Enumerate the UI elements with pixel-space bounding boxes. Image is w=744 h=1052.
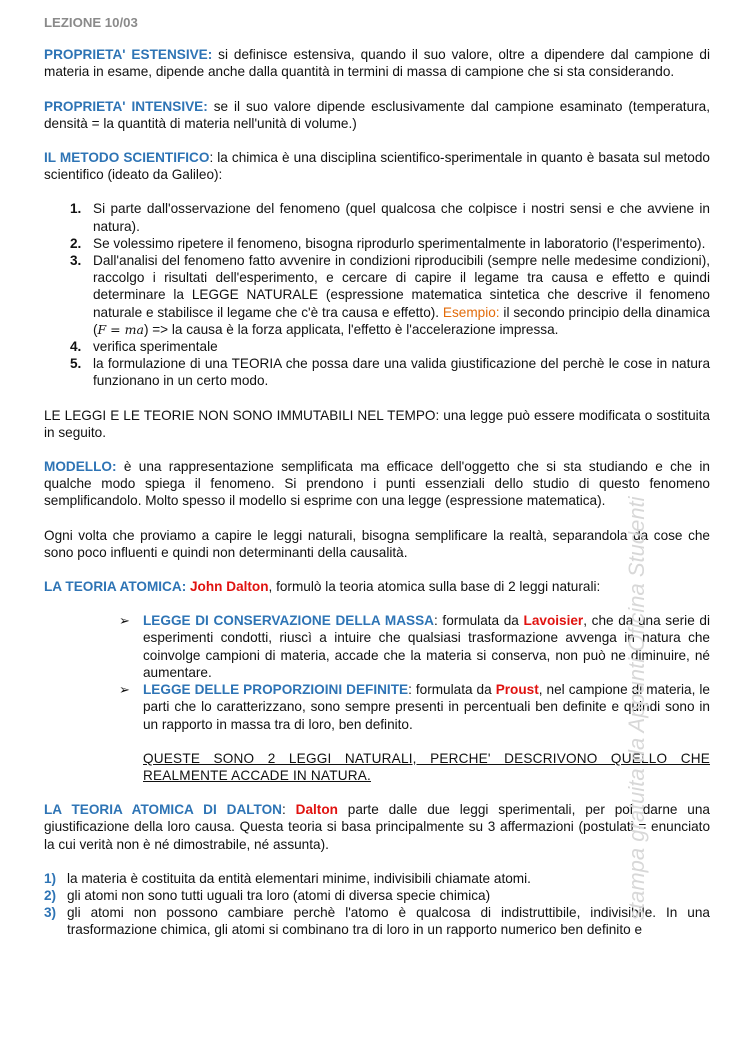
paragraph-dalton-theory <box>44 801 710 853</box>
postulate-text: gli atomi non possono cambiare perchè l'atomo è qualcosa di indistruttibile, indivisibile. In una trasformazione chimica, gli atomi si combinano tra di loro in un rapporto numerico ben definito e <box>67 905 710 938</box>
postulate-text: la materia è costituita da entità elementari minime, indivisibili chiamate atomi. <box>67 870 531 886</box>
example-label: Esempio: <box>442 304 500 320</box>
term-model: MODELLO: <box>44 459 117 475</box>
term-intensive: PROPRIETA' INTENSIVE: <box>44 98 208 114</box>
paragraph-atomic-theory <box>44 578 710 595</box>
watermark: stampa gratuita da Appunti Oficina Studenti <box>624 496 649 920</box>
list-item <box>44 338 710 355</box>
step-number: 4. <box>70 339 82 355</box>
step-number: 1. <box>70 201 82 217</box>
step-number: 5. <box>70 356 82 372</box>
lesson-header: LEZIONE 10/03 <box>44 15 138 30</box>
postulates-list <box>44 870 710 939</box>
list-item <box>44 870 710 887</box>
step-text: Dall'analisi del fenomeno fatto avvenire in condizioni riproducibili (sempre nelle medesime condizioni), raccolgo i risultati dell'esperimento, e cercare di capire il legame tra causa e effetto e quindi determinare la LEGGE NATURALE (espressione matematica sintetica che descrive il fenomeno naturale e stabilisce il legame che c'è tra causa e effetto). <box>93 253 710 320</box>
law-term: LEGGE DI CONSERVAZIONE DELLA MASSA <box>143 613 434 629</box>
list-item <box>44 355 710 389</box>
document-page <box>44 14 710 939</box>
postulate-text: gli atomi non sono tutti uguali tra loro (atomi di diversa specie chimica) <box>67 887 491 903</box>
step-text-end: ) => la causa è la forza applicata, l'effetto è l'accelerazione impressa. <box>143 321 559 337</box>
list-item <box>44 904 710 938</box>
step-text-cont: il secondo principio della dinamica ( <box>93 304 710 337</box>
name-dalton-2: Dalton <box>295 802 338 818</box>
step-text: Si parte dall'osservazione del fenomeno (quel qualcosa che colpisce i nostri sensi e che avviene in natura). <box>93 201 710 234</box>
arrow-bullet-icon: ➢ <box>119 682 130 698</box>
postulate-number: 1) <box>44 870 57 886</box>
term-extensive: PROPRIETA' ESTENSIVE: <box>44 47 213 63</box>
term-scientific-method: IL METODO SCIENTIFICO <box>44 150 210 166</box>
law-term: LEGGE DELLE PROPORZIOINI DEFINITE <box>143 682 409 698</box>
paragraph-laws-not-immutable: LE LEGGI E LE TEORIE NON SONO IMMUTABILI NEL TEMPO: una legge può essere modificata o sostituita in seguito. <box>44 407 710 440</box>
step-number: 3. <box>70 253 82 269</box>
laws-list <box>44 612 710 732</box>
text-intensive: se il suo valore dipende esclusivamente dal campione esaminato (temperatura, densità = la quantità di materia nell'unità di volume.) <box>44 98 711 131</box>
text-extensive: si definisce estensiva, quando il suo valore, oltre a dipendere dal campione di materia in esame, dipende anche dalla quantità in termini di massa di campione che si sta considerando. <box>44 47 710 80</box>
text-scientific-method: : la chimica è una disciplina scientifico-sperimentale in quanto è basata sul metodo scientifico (ideato da Galileo): <box>44 150 710 183</box>
law-colon: : formulata da <box>408 682 496 698</box>
law-scientist: Lavoisier <box>523 613 584 629</box>
law-text: , nel campione di materia, le parti che lo caratterizzano, sono sempre presenti in percentuali ben definite e quindi sono in un rapporto in massa tra di loro, ben definito. <box>143 682 710 732</box>
step-text: la formulazione di una TEORIA che possa dare una valida giustificazione del perchè le cose in natura funzionano in un certo modo. <box>93 356 710 389</box>
formula: F = ma <box>97 321 144 337</box>
term-atomic-theory: LA TEORIA ATOMICA: <box>44 579 187 595</box>
laws-note: QUESTE SONO 2 LEGGI NATURALI, PERCHE' DESCRIVONO QUELLO CHE REALMENTE ACCADE IN NATURA. <box>143 750 710 783</box>
postulate-number: 3) <box>44 905 57 921</box>
law-text: , che da una serie di esperimenti condotti, riuscì a intuire che qualsiasi trasformazione avvenga in natura che coinvolge campioni di materia, accade che la materia si conserva, non può ne diminuire, né aumentare. <box>143 613 710 680</box>
list-item <box>44 252 710 338</box>
list-item <box>44 612 710 681</box>
list-item <box>44 887 710 904</box>
paragraph-scientific-method <box>44 149 710 183</box>
law-colon: : formulata da <box>434 613 524 629</box>
paragraph-simplify: Ogni volta che proviamo a capire le leggi naturali, bisogna semplificare la realtà, separandola da cose che sono poco influenti e quindi non determinanti della causalità. <box>44 527 710 560</box>
paragraph-model <box>44 458 710 510</box>
step-text: Se volessimo ripetere il fenomeno, bisogna riprodurlo sperimentalmente in laboratorio (l'esperimento). <box>93 235 706 251</box>
step-text: verifica sperimentale <box>93 339 218 355</box>
postulate-number: 2) <box>44 887 57 903</box>
arrow-bullet-icon: ➢ <box>119 613 130 629</box>
name-dalton: John Dalton <box>190 579 269 595</box>
law-scientist: Proust <box>495 682 539 698</box>
text-model: è una rappresentazione semplificata ma efficace dell'oggetto che si sta studiando e che in qualche modo spiega il fenomeno. Si prendono i punti essenziali dello studio di questo fenomeno semplificandolo. Molto spesso il modello si esprime con una legge (espressione matematica). <box>44 459 710 509</box>
term-dalton-theory: LA TEORIA ATOMICA DI DALTON <box>44 802 282 818</box>
method-steps-list <box>44 200 710 389</box>
step-number: 2. <box>70 235 82 251</box>
text-dalton-theory: parte dalle due leggi sperimentali, per poi darne una giustificazione della loro causa. Questa teoria si basa principalmente su 3 affermazioni (postulati = enunciato la cui verità non è né dimostrabile, né assunta). <box>44 802 710 852</box>
list-item <box>44 235 710 252</box>
text-atomic-theory: , formulò la teoria atomica sulla base di 2 leggi naturali: <box>268 579 601 595</box>
list-item <box>44 681 710 733</box>
dalton-colon: : <box>282 802 296 818</box>
list-item <box>44 200 710 234</box>
paragraph-intensive <box>44 98 710 132</box>
paragraph-extensive <box>44 46 710 80</box>
